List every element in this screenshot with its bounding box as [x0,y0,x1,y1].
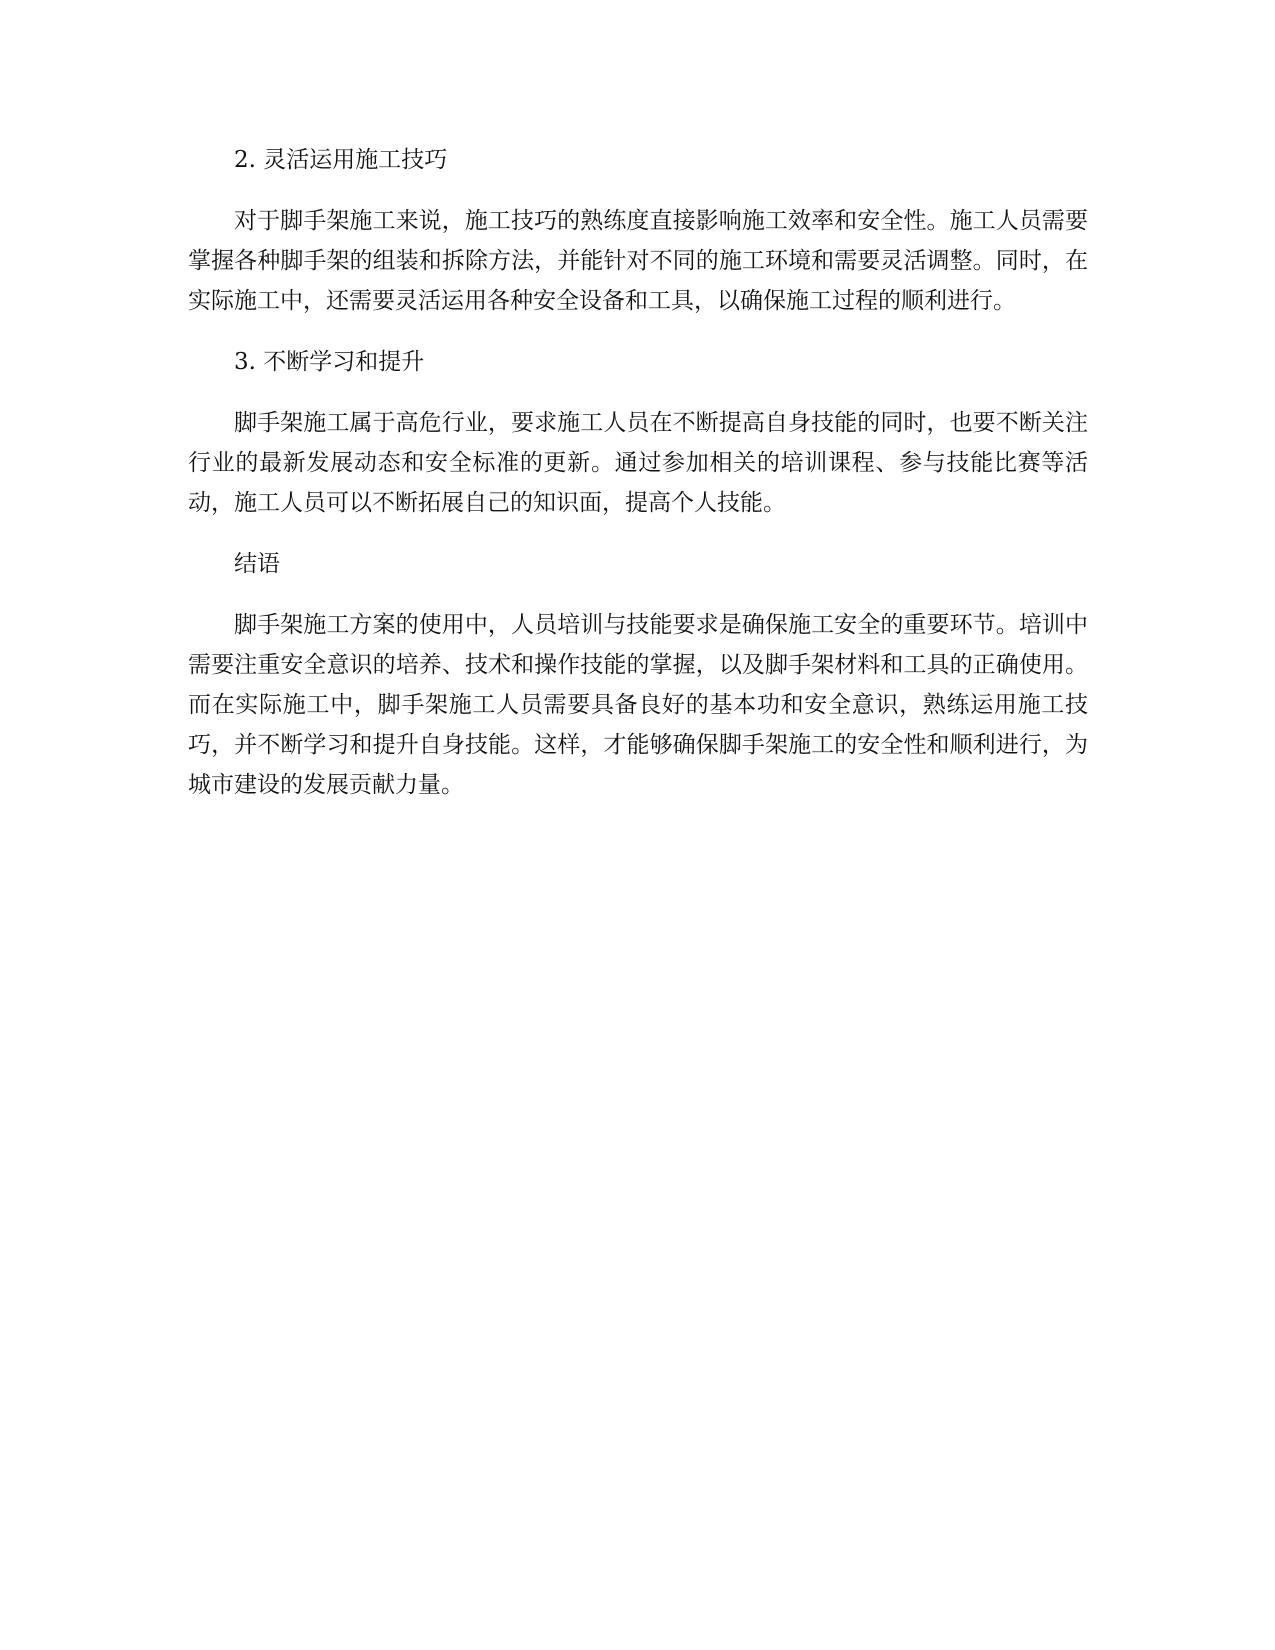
section-heading-learning: 3. 不断学习和提升 [234,349,425,375]
section-paragraph-conclusion: 脚手架施工方案的使用中，人员培训与技能要求是确保施工安全的重要环节。培训中需要注重安全意识的培养、技术和操作技能的掌握，以及脚手架材料和工具的正确使用。而在实际施工中，脚手架施工人员需要具备良好的基本功和安全意识，熟练运用施工技巧，并不断学习和提升自身技能。这样，才能够确保脚手架施工的安全性和顺利进行，为城市建设的发展贡献力量。 [188,612,1088,798]
section-heading-skills: 2. 灵活运用施工技巧 [234,147,448,173]
section-heading-conclusion: 结语 [234,551,280,577]
document-body [188,140,1088,826]
section-paragraph-learning: 脚手架施工属于高危行业，要求施工人员在不断提高自身技能的同时，也要不断关注行业的最新发展动态和安全标准的更新。通过参加相关的培训课程、参与技能比赛等活动，施工人员可以不断拓展自己的知识面，提高个人技能。 [188,410,1088,516]
section-paragraph-skills: 对于脚手架施工来说，施工技巧的熟练度直接影响施工效率和安全性。施工人员需要掌握各种脚手架的组装和拆除方法，并能针对不同的施工环境和需要灵活调整。同时，在实际施工中，还需要灵活运用各种安全设备和工具，以确保施工过程的顺利进行。 [188,208,1088,314]
